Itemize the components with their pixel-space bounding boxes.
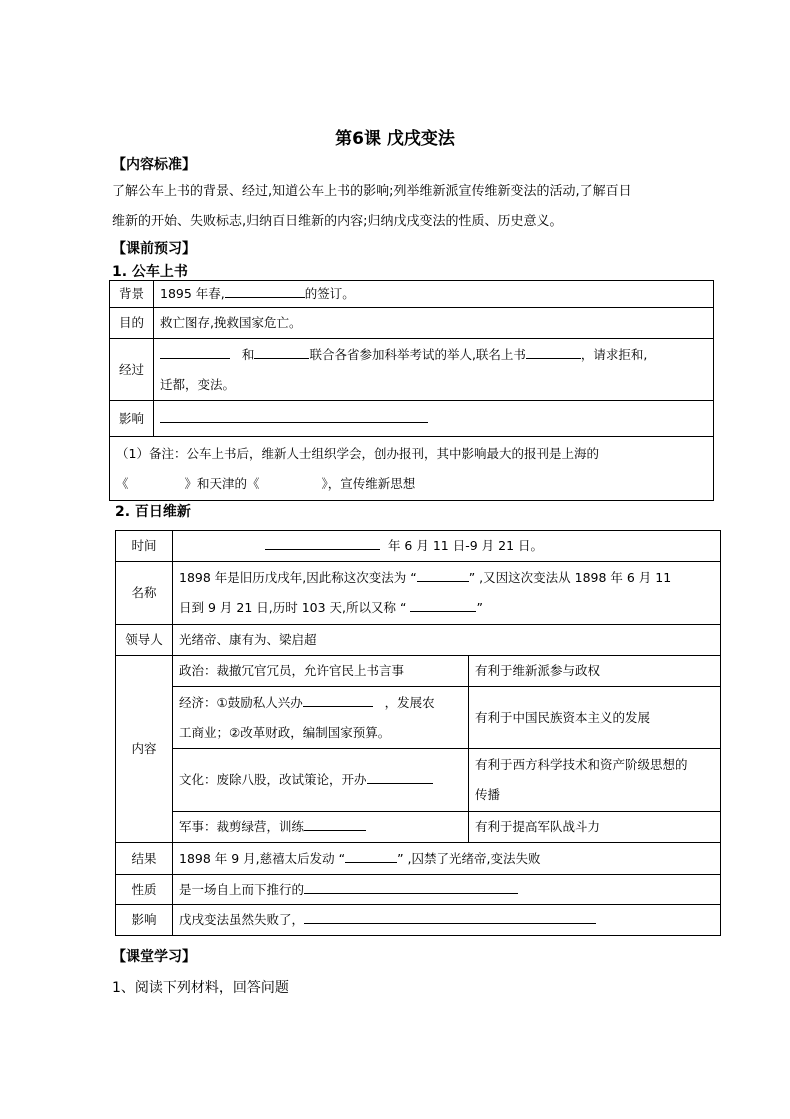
military-cell: 军事：裁剪绿营，训练 <box>173 812 469 843</box>
section-pre-study: 【课前预习】 <box>112 241 196 257</box>
content-standard-line2: 维新的开始、失败标志,归纳百日维新的内容;归纳戊戌变法的性质、历史意义。 <box>112 214 563 229</box>
nature-label: 性质 <box>116 875 173 905</box>
purpose-cell: 救亡图存,挽救国家危亡。 <box>154 308 714 339</box>
background-label: 背景 <box>110 281 154 308</box>
fill-blank[interactable] <box>417 567 469 582</box>
process-label: 经过 <box>110 339 154 401</box>
economy-effect: 有利于中国民族资本主义的发展 <box>469 687 721 749</box>
fill-blank[interactable] <box>410 597 476 612</box>
fill-blank[interactable] <box>526 344 581 359</box>
economy-cell: 经济：①鼓励私人兴办 ，发展农 工商业；②改革财政，编制国家预算。 <box>173 687 469 749</box>
gongche-table <box>109 280 714 501</box>
part2-heading: 2. 百日维新 <box>115 504 191 520</box>
military-effect: 有利于提高军队战斗力 <box>469 812 721 843</box>
impact-label: 影响 <box>116 905 173 936</box>
hundred-days-table <box>115 530 721 936</box>
name-label: 名称 <box>116 562 173 625</box>
influence-label: 影响 <box>110 401 154 437</box>
fill-blank[interactable] <box>367 769 433 784</box>
fill-blank[interactable] <box>304 909 596 924</box>
influence-cell <box>154 401 714 437</box>
fill-blank[interactable] <box>160 344 230 359</box>
nature-cell: 是一场自上而下推行的 <box>173 875 721 905</box>
time-label: 时间 <box>116 531 173 562</box>
politics-cell: 政治：裁撤冗官冗员，允许官民上书言事 <box>173 656 469 687</box>
culture-effect: 有利于西方科学技术和资产阶级思想的 传播 <box>469 749 721 812</box>
section-class-study: 【课堂学习】 <box>112 949 196 965</box>
result-cell: 1898 年 9 月,慈禧太后发动 “ ” ,囚禁了光绪帝,变法失败 <box>173 843 721 875</box>
fill-blank[interactable] <box>304 816 366 831</box>
politics-effect: 有利于维新派参与政权 <box>469 656 721 687</box>
fill-blank[interactable] <box>160 408 428 423</box>
fill-blank[interactable] <box>225 283 305 298</box>
fill-blank[interactable] <box>303 692 373 707</box>
culture-cell: 文化：废除八股，改试策论，开办 <box>173 749 469 812</box>
background-cell: 1895 年春, 的签订。 <box>154 281 714 308</box>
content-standard-line1: 了解公车上书的背景、经过,知道公车上书的影响;列举维新派宣传维新变法的活动,了解百日 <box>112 184 632 199</box>
impact-cell: 戊戌变法虽然失败了， <box>173 905 721 936</box>
leader-cell: 光绪帝、康有为、梁启超 <box>173 625 721 656</box>
fill-blank[interactable] <box>345 848 397 863</box>
leader-label: 领导人 <box>116 625 173 656</box>
page-title: 第6课 戊戌变法 <box>335 129 455 149</box>
part1-heading: 1. 公车上书 <box>112 264 188 280</box>
section-content-standard: 【内容标准】 <box>112 157 196 173</box>
note-cell: （1）备注：公车上书后，维新人士组织学会，创办报刊，其中影响最大的报刊是上海的 《 》和天津的《 》，宣传维新思想 <box>110 437 714 501</box>
class-question: 1、阅读下列材料，回答问题 <box>112 980 289 996</box>
result-label: 结果 <box>116 843 173 875</box>
fill-blank[interactable] <box>265 535 380 550</box>
time-cell: 年 6 月 11 日-9 月 21 日。 <box>173 531 721 562</box>
purpose-label: 目的 <box>110 308 154 339</box>
content-label: 内容 <box>116 656 173 843</box>
fill-blank[interactable] <box>254 344 309 359</box>
name-cell: 1898 年是旧历戊戌年,因此称这次变法为 “ ” ,又因这次变法从 1898 年 6 月 11 日到 9 月 21 日,历时 103 天,所以又称 “ ” <box>173 562 721 625</box>
fill-blank[interactable] <box>304 879 518 894</box>
process-cell: 和 联合各省参加科举考试的举人,联名上书 ，请求拒和, 迁都，变法。 <box>154 339 714 401</box>
